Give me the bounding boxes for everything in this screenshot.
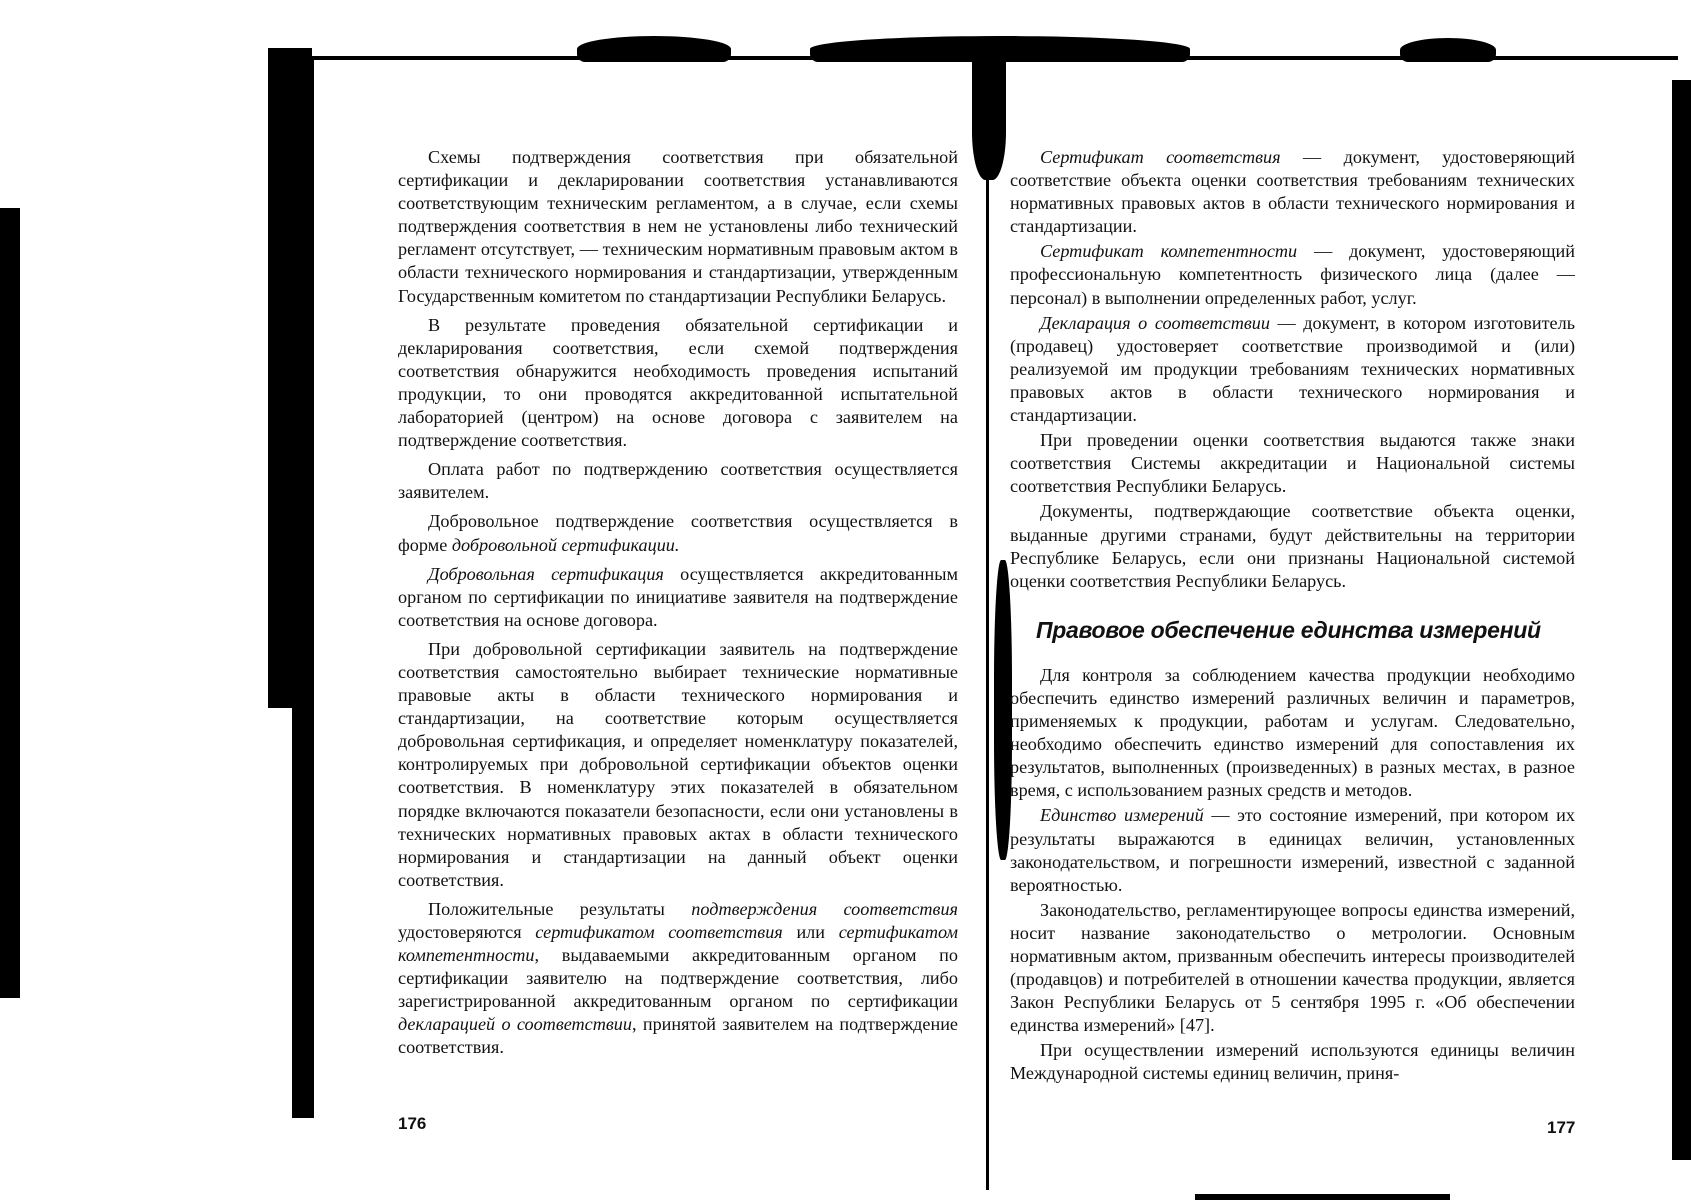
left-paragraph bbox=[398, 638, 958, 892]
italic-term: декларацией о соответствии bbox=[398, 1014, 632, 1035]
text-run: При добровольной сертификации заявитель на подтверждение соответствия самостоятельно выбирает технические нормативные правовые акты в области технического нормирования и стандартизации, на соответствие которым осуществляется добровольная сертификация, и определяет номенклатуру показателей, контролируемых при добровольной сертификации объектов оценки соответствия. В номенклатуру этих показателей в обязательном порядке включаются показатели безопасности, если они установлены в технических нормативных правовых актах в области технического нормирования и стандартизации на данный объект оценки соответствия. bbox=[398, 638, 958, 890]
right-paragraph bbox=[1010, 804, 1575, 896]
text-run: осуществляется аккредитованным органом по сертификации по инициативе заявителя на подтверждение соответствия на основе договора. bbox=[398, 563, 958, 630]
text-run: — документ, удостоверяющий профессиональную компетентность физического лица (далее — персонал) в выполнении определенных работ, услуг. bbox=[1010, 241, 1576, 308]
right-paragraph bbox=[1010, 429, 1575, 498]
right-paragraph bbox=[1010, 146, 1575, 238]
text-run: , принятой заявителем на подтверждение соответствия. bbox=[398, 1014, 958, 1058]
text-run: — документ, удостоверяющий соответствие объекта оценки соответствия требованиям технических нормативных правовых актов в области технического нормирования и стандартизации. bbox=[1010, 147, 1575, 237]
right-paragraph bbox=[1010, 664, 1575, 803]
right-paragraph bbox=[1010, 240, 1575, 309]
text-run: Схемы подтверждения соответствия при обязательной сертификации и декларировании соответствия устанавливаются соответствующим техническим регламентом, а в случае, если схемы подтверждения соответствия в нем не установлены либо технический регламент отсутствует, — техническим нормативным правовым актом в области технического нормирования и стандартизации, утвержденным Государственным комитетом по стандартизации Республики Беларусь. bbox=[398, 147, 958, 306]
right-page-text bbox=[1010, 146, 1575, 1088]
left-paragraph bbox=[398, 314, 958, 453]
scan-bottom-strip bbox=[1195, 1194, 1450, 1200]
scan-blob-top-1 bbox=[577, 36, 731, 62]
right-paragraph bbox=[1010, 1039, 1575, 1085]
italic-term: подтверждения соответствия bbox=[691, 898, 959, 919]
right-paragraph bbox=[1010, 312, 1575, 427]
italic-term: Добровольная сертификация bbox=[428, 563, 664, 584]
italic-term: Декларация о соответствии bbox=[1040, 312, 1270, 333]
page-number-right: 177 bbox=[1547, 1118, 1576, 1137]
italic-term: Сертификат компетентности bbox=[1040, 241, 1298, 262]
text-run: Оплата работ по подтверждению соответствия осуществляется заявителем. bbox=[398, 459, 958, 503]
italic-term: добровольной сертификации. bbox=[451, 534, 680, 555]
left-page-text bbox=[398, 146, 958, 1066]
left-paragraph bbox=[398, 146, 958, 308]
text-run: Для контроля за соблюдением качества продукции необходимо обеспечить единство измерений различных величин и параметров, применяемых к продукции, работам и услугам. Следовательно, необходимо обеспечить единство измерений для сопоставления их результатов, выполненных (произведенных) в разных местах, в разное время, с использованием разных средств и методов. bbox=[1010, 664, 1575, 801]
text-run: — это состояние измерений, при котором их результаты выражаются в единицах величин, установленных законодательством, и погрешности измерений, известной с заданной вероятностью. bbox=[1010, 805, 1575, 895]
italic-term: Сертификат соответствия bbox=[1040, 147, 1281, 167]
scan-edge-left bbox=[0, 208, 20, 998]
text-run: Положительные результаты bbox=[428, 898, 692, 919]
left-paragraph bbox=[398, 898, 958, 1060]
text-run: В результате проведения обязательной сертификации и декларирования соответствия, если схемой подтверждения соответствия обнаружится необходимость проведения испытаний продукции, то они проводятся аккредитованной испытательной лабораторией (центром) на основе договора с заявителем на подтверждение соответствия. bbox=[398, 314, 958, 451]
page-number-left: 176 bbox=[398, 1114, 427, 1133]
right-paragraph bbox=[1010, 899, 1575, 1038]
text-run: , выдаваемыми аккредитованным органом по сертификации заявителю на подтверждение соответствия, либо зарегистрированной аккредитованным органом по сертификации bbox=[398, 945, 958, 1012]
left-paragraph bbox=[398, 510, 958, 556]
italic-term: сертификатом соответствия bbox=[535, 922, 783, 942]
right-paragraph bbox=[1010, 500, 1575, 592]
text-run: Документы, подтверждающие соответствие объекта оценки, выданные другими странами, будут действительны на территории Республике Беларусь, если они признаны Национальной системой оценки соответствия Республики Беларусь. bbox=[1010, 501, 1575, 591]
section-heading: Правовое обеспечение единства измерений bbox=[1036, 616, 1541, 643]
italic-term: Единство измерений bbox=[1040, 805, 1204, 826]
scan-blob-top-2 bbox=[810, 36, 1190, 62]
text-run: или bbox=[782, 922, 839, 942]
text-run: — документ, в котором изготовитель (продавец) удостоверяет соответствие производимой и (или) реализуемой им продукции требованиям технических нормативных правовых актов в области технического нормирования и стандартизации. bbox=[1010, 312, 1575, 426]
text-run: Законодательство, регламентирующее вопросы единства измерений, носит название законодательство о метрологии. Основным нормативным актом, призванным обеспечить интересы производителей (продавцов) и потребителей в отношении качества продукции, является Закон Республики Беларусь от 5 сентября 1995 г. «Об обеспечении единства измерений» [47]. bbox=[1010, 899, 1575, 1036]
scan-gutter-line bbox=[986, 60, 989, 1190]
left-paragraph bbox=[398, 563, 958, 632]
scan-blob-top-3 bbox=[1400, 38, 1496, 62]
scan-edge-left-bar bbox=[292, 58, 314, 1118]
italic-term: сертификатом компетентности bbox=[398, 922, 958, 966]
text-run: При проведении оценки соответствия выдаются также знаки соответствия Системы аккредитации и Национальной системы соответствия Республики Беларусь. bbox=[1010, 430, 1575, 497]
text-run: При осуществлении измерений используются единицы величин Международной системы единиц величин, приня- bbox=[1010, 1040, 1575, 1084]
left-paragraph bbox=[398, 458, 958, 504]
scan-gutter-shadow bbox=[972, 60, 1006, 180]
text-run: удостоверяются bbox=[398, 922, 536, 942]
scan-edge-right bbox=[1672, 80, 1691, 1160]
text-run: Добровольное подтверждение соответствия осуществляется в форме bbox=[398, 511, 958, 555]
